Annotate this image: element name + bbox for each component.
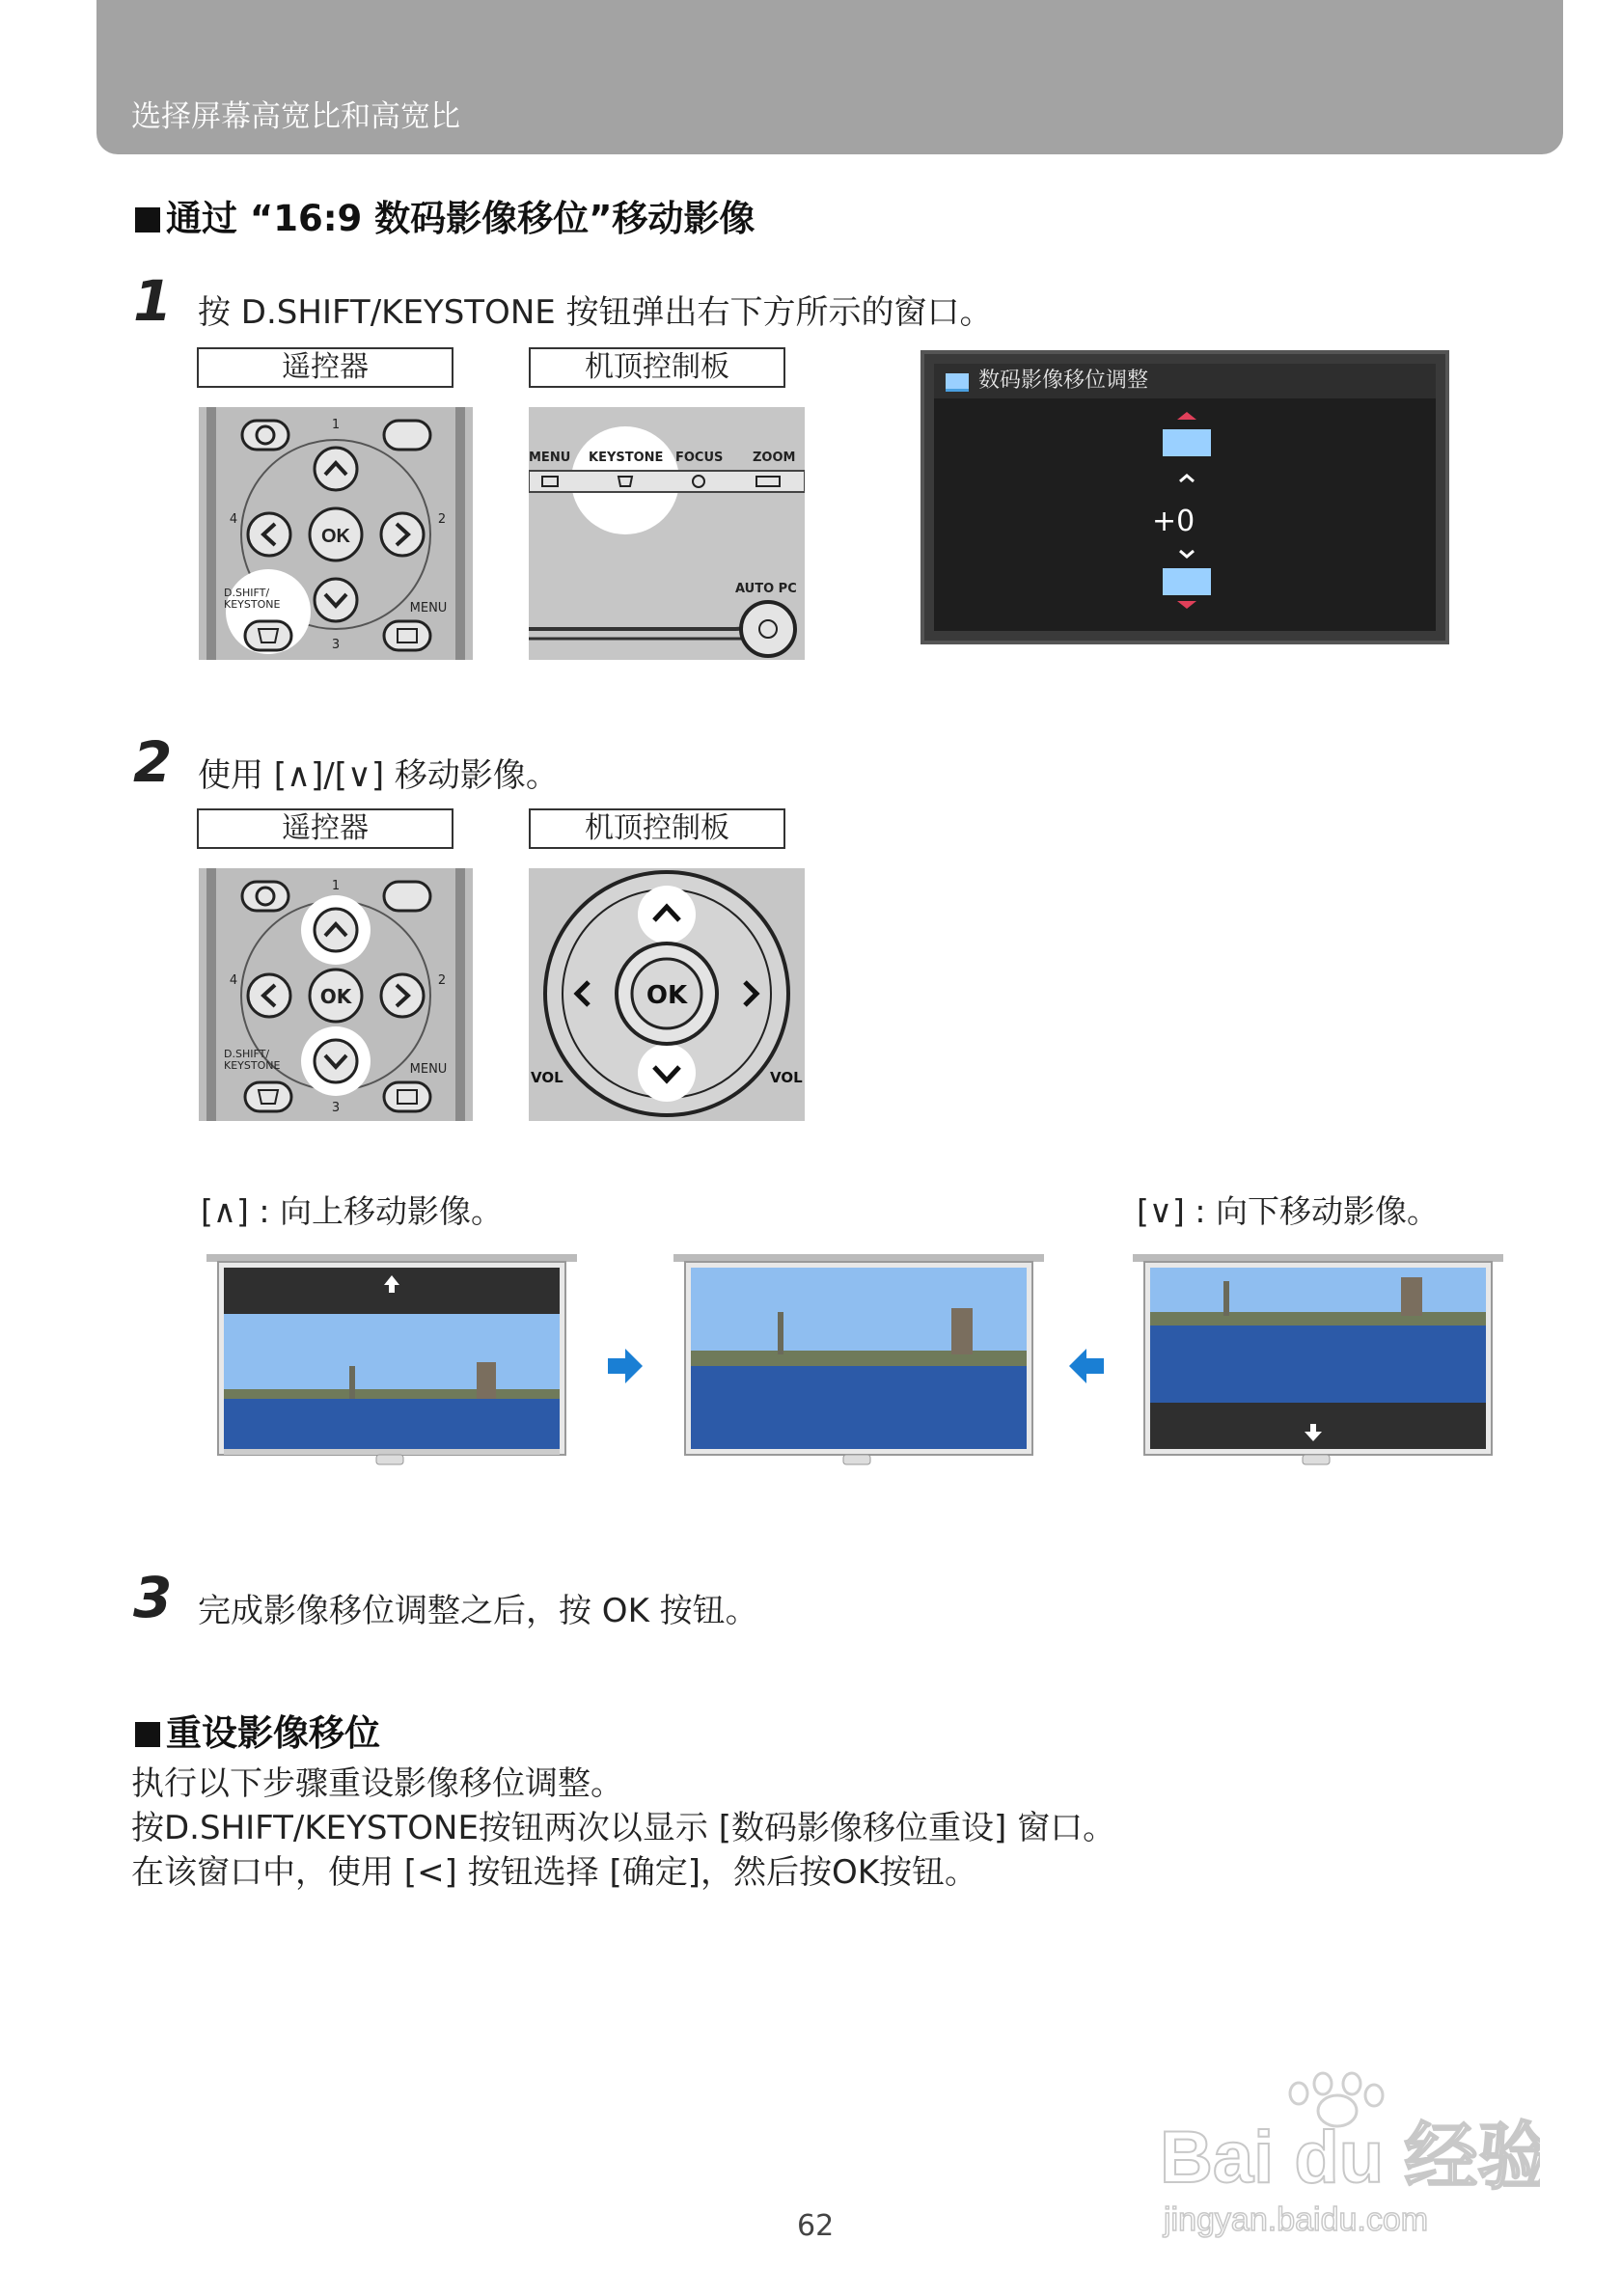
label-panel: 机顶控制板 [529,347,785,388]
vol-plus-label: VOL [770,1069,803,1086]
section-title-text: 通过 “16:9 数码影像移位”移动影像 [166,198,756,239]
osd-value: +0 [1152,505,1195,538]
vol-minus-label: VOL [531,1069,563,1086]
step-number-3: 3 [133,1565,173,1630]
shift-adjust-window [920,350,1449,644]
arrow-right-icon [604,1345,646,1387]
section-title-reset [135,1704,380,1756]
up-arrow-icon [1177,412,1196,420]
key-number-1: 1 [331,879,341,893]
dshift-label-2: KEYSTONE [224,598,281,611]
panel-zoom-label: ZOOM [753,451,796,465]
caret-down-icon [1180,551,1194,557]
label-panel-2: 机顶控制板 [529,808,785,849]
autopc-button-icon [741,602,795,656]
label-remote-2: 遥控器 [197,808,453,849]
up-highlight [638,886,696,943]
label-remote: 遥控器 [197,347,453,388]
step-text-3: 完成影像移位调整之后，按 OK 按钮。 [198,1592,758,1630]
right-key-icon [381,513,424,556]
right-key-icon [381,974,424,1017]
section-title-text: 重设影像移位 [166,1712,380,1754]
step-number-2: 2 [133,729,173,795]
dshift-key-icon [245,621,291,650]
screen-shifted-up [205,1254,579,1478]
key-number-3: 3 [331,638,341,652]
square-bullet-icon [135,207,160,232]
remote-image-2 [199,868,473,1121]
dshift-label-1: D.SHIFT/ [224,1048,270,1060]
up-key-icon [315,909,357,951]
key-number-4: 4 [229,512,238,527]
page-number: 62 [797,2209,835,2243]
caption-move-down: [∨] : 向下移动影像。 [1137,1192,1440,1230]
dshift-label-1: D.SHIFT/ [224,587,270,599]
menu-key-icon [384,621,430,650]
key-number-2: 2 [437,512,447,527]
square-bullet-icon [135,1722,160,1747]
upper-bar [1163,429,1211,456]
lower-bar [1163,568,1211,595]
control-panel-image-1 [529,407,805,660]
left-key-icon [248,513,290,556]
section-title-shift [135,189,755,241]
remote-image-1 [199,407,473,660]
left-key-icon [248,974,290,1017]
key-number-3: 3 [331,1101,341,1115]
panel-focus-label: FOCUS [675,451,724,465]
step-number-1: 1 [133,268,173,334]
screen-center [672,1254,1046,1478]
baidu-watermark [1154,2064,1540,2238]
panel-menu-label: MENU [529,451,571,465]
osd-title-text: 数码影像移位调整 [978,369,1149,393]
up-key-icon [315,448,357,490]
page-header [96,0,1563,154]
panel-autopc-label: AUTO PC [735,582,797,596]
menu-label: MENU [409,601,448,615]
reset-line-2: 按D.SHIFT/KEYSTONE按钮两次以显示 [数码影像移位重设] 窗口。 [131,1809,1116,1847]
reset-line-3: 在该窗口中，使用 [<] 按钮选择 [确定]，然后按OK按钮。 [131,1853,978,1892]
down-highlight [638,1044,696,1102]
header-title: 选择屏幕高宽比和高宽比 [131,99,460,134]
round-key-top-right [384,421,430,450]
caret-up-icon [1180,476,1194,481]
ok-key-label: OK [319,985,352,1008]
dshift-label-2: KEYSTONE [224,1059,281,1072]
reset-line-1: 执行以下步骤重设影像移位调整。 [131,1764,623,1803]
menu-label: MENU [409,1062,448,1077]
caption-move-up: [∧] : 向上移动影像。 [201,1192,504,1230]
round-key-top-left [242,421,288,450]
key-number-4: 4 [229,973,238,988]
down-key-icon [315,579,357,621]
down-arrow-icon [1177,601,1196,609]
arrow-left-icon [1065,1345,1108,1387]
key-number-1: 1 [331,418,341,432]
ok-key-label: OK [321,526,350,547]
down-key-icon [315,1040,357,1082]
screen-shifted-down [1131,1254,1505,1478]
step-text-1: 按 D.SHIFT/KEYSTONE 按钮弹出右下方所示的窗口。 [198,293,993,332]
panel-keystone-label: KEYSTONE [589,451,664,465]
control-panel-image-2 [529,868,805,1121]
watermark-url: jingyan.baidu.com [1164,2201,1429,2238]
dial-ok-label: OK [646,981,688,1010]
step-text-2: 使用 [∧]/[∨] 移动影像。 [198,756,559,795]
key-number-2: 2 [437,973,447,988]
watermark-brand: Bai du 经验 [1160,2117,1540,2199]
